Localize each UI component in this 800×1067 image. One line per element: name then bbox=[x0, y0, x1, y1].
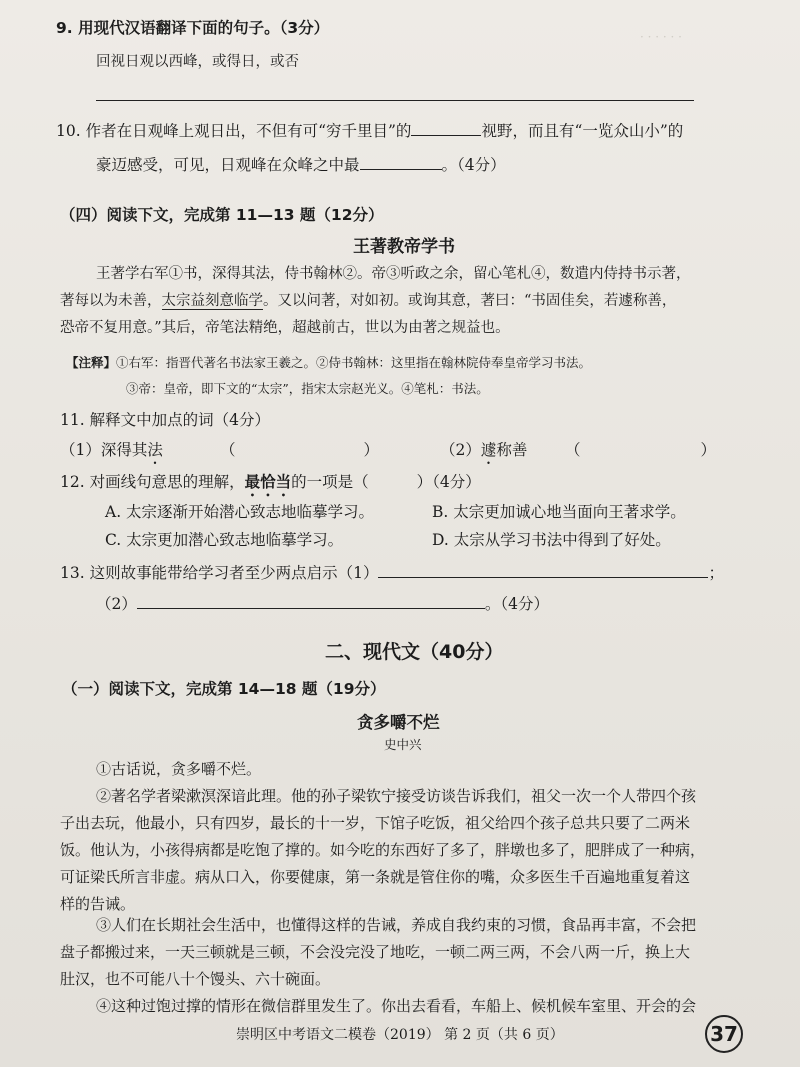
part2-heading: 二、现代文（40分） bbox=[325, 641, 504, 663]
article-title: 贪多嚼不烂 bbox=[357, 713, 440, 732]
page-footer: 崇明区中考语文二模卷（2019） 第 2 页（共 6 页） bbox=[236, 1027, 564, 1043]
article-p2-line-5: 样的告诫。 bbox=[60, 895, 136, 913]
note-line-2: ③帝：皇帝，即下文的“太宗”，指宋太宗赵光义。④笔札：书法。 bbox=[126, 381, 489, 396]
part2-sub-heading: （一）阅读下文，完成第 14—18 题（19分） bbox=[62, 680, 386, 698]
article-p3-line-1: ③人们在长期社会生活中，也懂得这样的告诫，养成自我约束的习惯，食品再丰富，不会把 bbox=[96, 916, 697, 934]
underlined-sentence: 太宗益刻意临学 bbox=[161, 293, 263, 309]
q10-blank-1[interactable] bbox=[411, 121, 481, 136]
q11-prompt: 11. 解释文中加点的词（4分） bbox=[60, 411, 270, 429]
q10-blank-2[interactable] bbox=[360, 155, 442, 170]
q11-item-2-answer[interactable]: （ ） bbox=[565, 441, 717, 459]
q11-item-1-answer[interactable]: （ ） bbox=[220, 441, 380, 459]
q12-option-b[interactable]: B. 太宗更加诚心地当面向王著求学。 bbox=[432, 503, 686, 521]
q9-answer-line[interactable] bbox=[96, 100, 694, 101]
q13-line-1: 13. 这则故事能带给学习者至少两点启示（1） ； bbox=[60, 564, 724, 582]
q12-option-d[interactable]: D. 太宗从学习书法中得到了好处。 bbox=[432, 531, 671, 549]
q11-item-1: （1）深得其法 bbox=[60, 441, 163, 459]
passage-title: 王著教帝学书 bbox=[353, 237, 455, 257]
section4-heading: （四）阅读下文，完成第 11—13 题（12分） bbox=[60, 206, 384, 224]
note-line-1: 【注释】①右军：指晋代著名书法家王羲之。②侍书翰林：这里指在翰林院侍奉皇帝学习书法。 bbox=[66, 355, 592, 370]
article-p4-line-1: ④这种过饱过撑的情形在微信群里发生了。你出去看看，车船上、候机候车室里、开会的会 bbox=[96, 997, 697, 1015]
q13-blank-2[interactable] bbox=[137, 594, 485, 609]
article-author: 史中兴 bbox=[384, 737, 422, 752]
article-p2-line-1: ②著名学者梁漱溟深谙此理。他的孙子梁钦宁接受访谈告诉我们，祖父一次一个人带四个孩 bbox=[96, 787, 697, 805]
bleed-through-text: · · · · · · bbox=[640, 30, 682, 44]
article-p3-line-2: 盘子都搬过来，一天三顿就是三顿，不会没完没了地吃，一顿二两三两，不会八两一斤，换上大 bbox=[60, 943, 691, 961]
q13-blank-1[interactable] bbox=[378, 563, 708, 578]
page-circle-number: 37 bbox=[705, 1015, 743, 1053]
article-p1: ①古话说，贪多嚼不烂。 bbox=[96, 760, 262, 778]
passage-line-3: 恐帝不复用意。”其后，帝笔法精绝，超越前古，世以为由著之规益也。 bbox=[60, 320, 510, 336]
article-p2-line-4: 可证梁氏所言非虚。病从口入，你要健康，第一条就是管住你的嘴，众多医生千百遍地重复着这 bbox=[60, 868, 691, 886]
q11-item-2: （2）遽称善 bbox=[440, 441, 528, 459]
q9-prompt: 9. 用现代汉语翻译下面的句子。（3分） bbox=[56, 19, 330, 37]
q10-line1: 10. 作者在日观峰上观日出，不但有可“穷千里目”的 视野，而且有“一览众山小”的 bbox=[56, 122, 684, 140]
q12-option-a[interactable]: A. 太宗逐渐开始潜心致志地临摹学习。 bbox=[105, 503, 375, 521]
q12-prompt: 12. 对画线句意思的理解，最恰当的一项是（ ）（4分） bbox=[60, 473, 481, 491]
passage-line-1: 王著学右军①书，深得其法，侍书翰林②。帝③听政之余，留心笔札④，数遣内侍持书示著， bbox=[96, 266, 691, 282]
article-p3-line-3: 肚汉，也不可能八十个馒头、六十碗面。 bbox=[60, 970, 331, 988]
q12-option-c[interactable]: C. 太宗更加潜心致志地临摹学习。 bbox=[105, 531, 344, 549]
q10-line2: 豪迈感受，可见，日观峰在众峰之中最 。（4分） bbox=[96, 156, 506, 174]
article-p2-line-3: 饭。他认为，小孩得病都是吃饱了撑的。如今吃的东西好了多了，胖墩也多了，肥胖成了一种病， bbox=[60, 841, 706, 859]
article-p2-line-2: 子出去玩，他最小，只有四岁，最长的十一岁，下馆子吃饭，祖父给四个孩子总共只要了二两米 bbox=[60, 814, 691, 832]
q13-line-2: （2） 。（4分） bbox=[96, 595, 549, 613]
passage-line-2: 著每以为未善，太宗益刻意临学。又以问著，对如初。或询其意，著曰：“书固佳矣，若遽称善， bbox=[60, 293, 677, 309]
q9-sentence: 回视日观以西峰，或得日，或否 bbox=[96, 54, 299, 70]
